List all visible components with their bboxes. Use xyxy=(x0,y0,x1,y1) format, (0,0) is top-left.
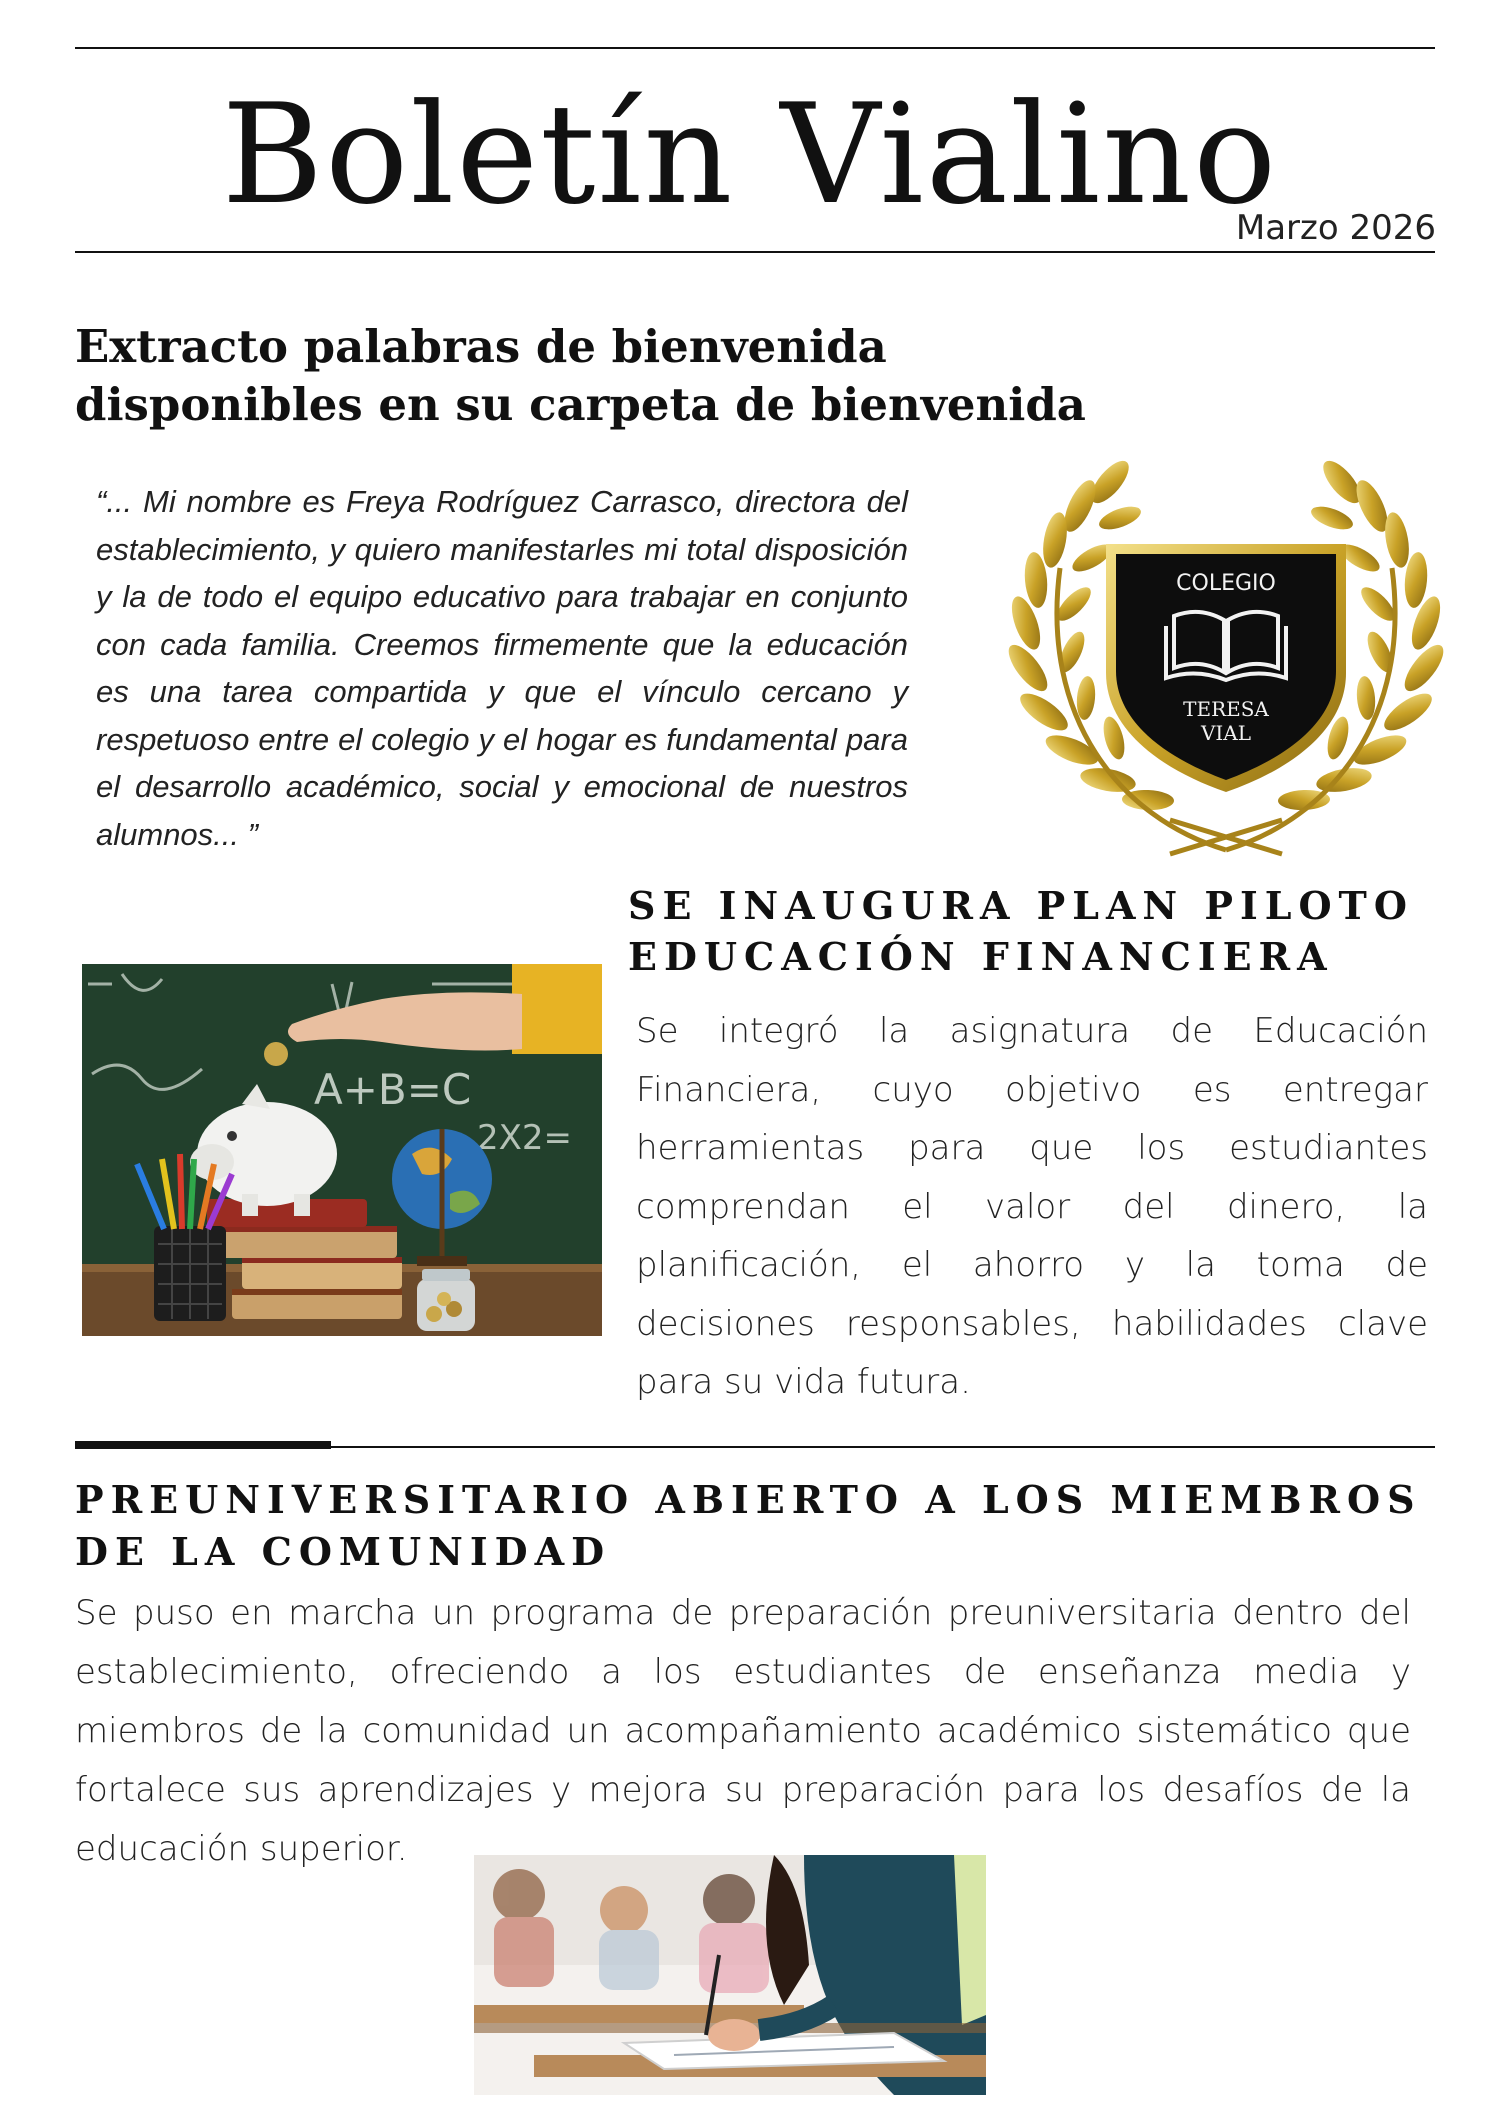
section-divider-accent xyxy=(75,1441,331,1449)
financial-education-photo xyxy=(82,964,602,1336)
crest-text-vial: VIAL xyxy=(1200,721,1252,745)
masthead-top-rule xyxy=(75,47,1435,49)
preu-heading-line2: DE LA COMUNIDAD xyxy=(75,1529,612,1574)
finance-heading xyxy=(628,880,1428,982)
newsletter-title: Boletín Vialino xyxy=(221,74,1279,235)
director-quote: “... Mi nombre es Freya Rodríguez Carrasco, directora del establecimiento, y quiero manifestarles mi total disposición y la de todo el equipo educativo para trabajar en conjunto con cada familia. Creemos firmemente que la educación es una tarea compartida y que el vínculo cercano y respetuoso entre el colegio y el hogar es fundamental para el desarrollo académico, social y emocional de nuestros alumnos... ” xyxy=(96,484,908,852)
finance-heading-line2: EDUCACIÓN FINANCIERA xyxy=(628,934,1334,979)
crest-text-colegio: COLEGIO xyxy=(1176,571,1276,596)
coin-jar-icon xyxy=(417,1269,475,1331)
welcome-heading-line1: Extracto palabras de bienvenida xyxy=(75,320,887,373)
welcome-heading xyxy=(75,318,1255,434)
masthead-bottom-rule xyxy=(75,251,1435,253)
preu-body: Se puso en marcha un programa de preparación preuniversitaria dentro del establecimiento, ofreciendo a los estudiantes de enseñanza media y miembros de la comunidad un acompañamiento académico sistemático que fortalece sus aprendizajes y mejora su preparación para los desafíos de la educación superior. xyxy=(75,1593,1411,1869)
school-crest-logo xyxy=(1000,458,1452,866)
preu-heading-line1: PREUNIVERSITARIO ABIERTO A LOS MIEMBROS xyxy=(75,1477,1422,1522)
students-background-icon xyxy=(493,1869,769,1993)
crest-text-teresa: TERESA xyxy=(1183,697,1269,721)
students-exam-photo xyxy=(474,1855,986,2095)
chalk-equation: A+B=C xyxy=(314,1065,472,1114)
welcome-heading-line2: disponibles en su carpeta de bienvenida xyxy=(75,378,1086,431)
chalk-equation-2: 2X2= xyxy=(477,1118,573,1158)
finance-heading-line1: SE INAUGURA PLAN PILOTO xyxy=(628,883,1414,928)
issue-date: Marzo 2026 xyxy=(1235,208,1436,248)
preu-heading xyxy=(75,1474,1435,1578)
finance-body: Se integró la asignatura de Educación Financiera, cuyo objetivo es entregar herramientas para que los estudiantes comprendan el valor del dinero, la planificación, el ahorro y la toma de decisiones responsables, habilidades clave para su vida futura. xyxy=(636,1011,1428,1402)
